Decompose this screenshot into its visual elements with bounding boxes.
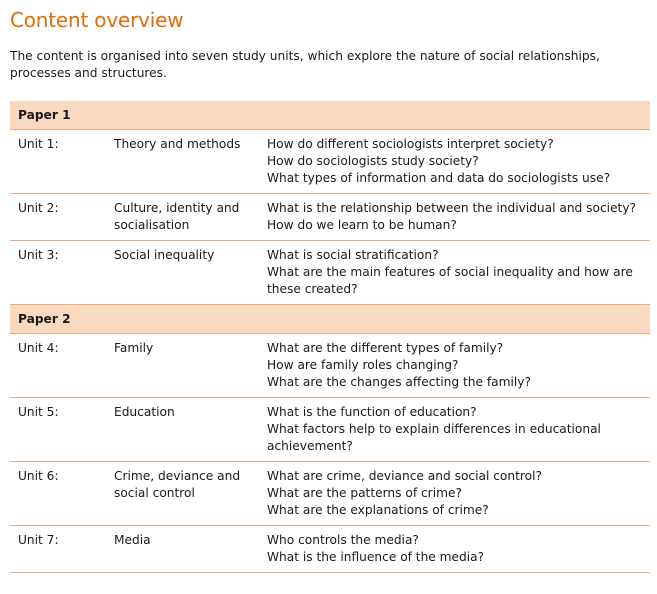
unit-label: Unit 5:	[18, 405, 59, 419]
paper-label: Paper 1	[18, 108, 71, 122]
unit-topic: Culture, identity and socialisation	[114, 201, 240, 232]
table-row	[10, 462, 650, 526]
table-row	[10, 398, 650, 462]
unit-label: Unit 7:	[18, 533, 59, 547]
paper-label: Paper 2	[18, 312, 71, 326]
question: What is social stratification?	[267, 248, 439, 262]
intro-paragraph: The content is organised into seven study units, which explore the nature of social relationships, processes and structures.	[10, 49, 600, 80]
unit-label: Unit 6:	[18, 469, 59, 483]
table-row	[10, 241, 650, 305]
question: What are the patterns of crime?	[267, 486, 462, 500]
question: What are the explanations of crime?	[267, 503, 489, 517]
question: What are the main features of social inequality and how are these created?	[267, 265, 633, 296]
unit-topic: Media	[114, 533, 151, 547]
unit-questions	[267, 136, 647, 187]
unit-questions	[267, 532, 647, 566]
unit-topic: Family	[114, 341, 154, 355]
unit-label: Unit 4:	[18, 341, 59, 355]
content-table	[10, 101, 650, 573]
unit-questions	[267, 340, 647, 391]
page-title: Content overview	[10, 8, 184, 32]
unit-questions	[267, 404, 647, 455]
unit-topic: Theory and methods	[114, 137, 241, 151]
paper-1-header	[10, 101, 650, 130]
unit-questions	[267, 200, 647, 234]
table-row	[10, 194, 650, 241]
question: Who controls the media?	[267, 533, 419, 547]
question: What is the function of education?	[267, 405, 477, 419]
question: What factors help to explain differences in educational achievement?	[267, 422, 601, 453]
question: What is the influence of the media?	[267, 550, 485, 564]
table-row	[10, 334, 650, 398]
question: What are crime, deviance and social control?	[267, 469, 542, 483]
question: What are the different types of family?	[267, 341, 504, 355]
question: What is the relationship between the individual and society?	[267, 201, 637, 215]
unit-topic: Crime, deviance and social control	[114, 469, 241, 500]
question: How are family roles changing?	[267, 358, 459, 372]
unit-topic: Social inequality	[114, 248, 215, 262]
question: What types of information and data do sociologists use?	[267, 171, 611, 185]
question: How do different sociologists interpret society?	[267, 137, 554, 151]
question: How do we learn to be human?	[267, 218, 457, 232]
unit-questions	[267, 468, 647, 519]
unit-topic: Education	[114, 405, 175, 419]
paper-2-header	[10, 305, 650, 334]
question: How do sociologists study society?	[267, 154, 479, 168]
unit-label: Unit 2:	[18, 201, 59, 215]
unit-label: Unit 3:	[18, 248, 59, 262]
question: What are the changes affecting the family?	[267, 375, 531, 389]
table-row	[10, 130, 650, 194]
unit-questions	[267, 247, 647, 298]
unit-label: Unit 1:	[18, 137, 59, 151]
table-row	[10, 526, 650, 573]
